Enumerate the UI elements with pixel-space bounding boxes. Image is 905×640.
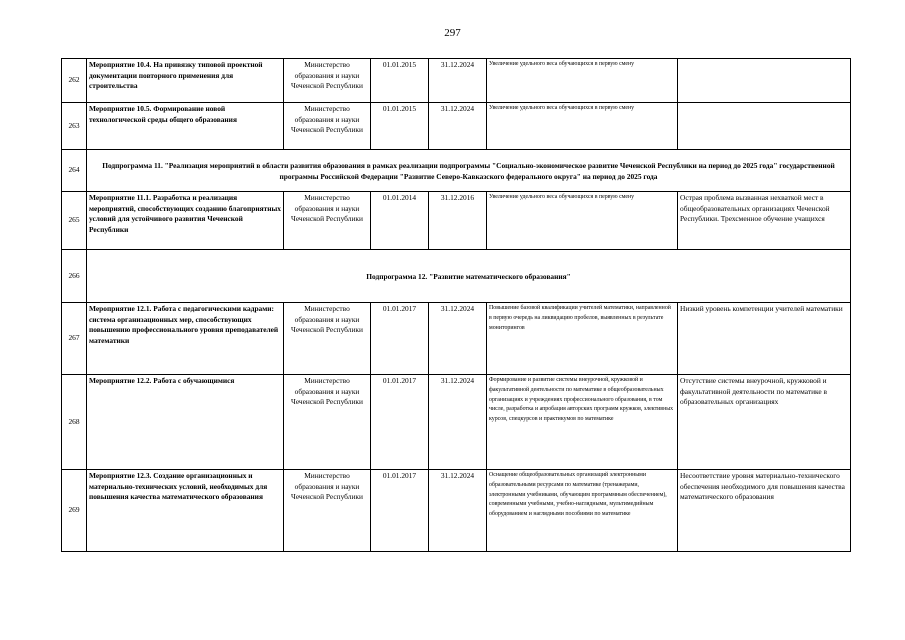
executor: Министерство образования и науки Чеченской Республики — [284, 303, 371, 375]
expected-result: Увеличение удельного веса обучающихся в первую смену — [487, 103, 678, 150]
start-date: 01.01.2017 — [371, 303, 429, 375]
problem: Отсутствие системы внеурочной, кружковой и факультативной деятельности по математике в образовательных организациях — [678, 375, 851, 470]
start-date: 01.01.2017 — [371, 375, 429, 470]
start-date: 01.01.2015 — [371, 59, 429, 103]
expected-result: Увеличение удельного веса обучающихся в первую смену — [487, 192, 678, 250]
row-number: 266 — [62, 250, 87, 303]
row-number: 269 — [62, 470, 87, 552]
subprogram-title: Подпрограмма 12. "Развитие математического образования" — [87, 250, 851, 303]
table-row — [62, 59, 851, 103]
end-date: 31.12.2024 — [429, 59, 487, 103]
expected-result: Оснащение общеобразовательных организаций электронными образовательными ресурсами по математике (тренажерами, электронными учебниками, обучающим программным обеспечением), современными учебными, учебно-наглядными, мультимедийным оборудованием и наглядными пособиями по математике — [487, 470, 678, 552]
table-row — [62, 150, 851, 192]
end-date: 31.12.2024 — [429, 103, 487, 150]
end-date: 31.12.2024 — [429, 303, 487, 375]
problem — [678, 59, 851, 103]
problem — [678, 103, 851, 150]
problem: Острая проблема вызванная нехваткой мест в общеобразовательных организациях Чеченской Республики. Трехсменное обучение учащихся — [678, 192, 851, 250]
table-row — [62, 103, 851, 150]
table-row — [62, 250, 851, 303]
measure-name: Мероприятие 12.2. Работа с обучающимися — [87, 375, 284, 470]
page-number: 297 — [444, 27, 461, 39]
expected-result: Увеличение удельного веса обучающихся в первую смену — [487, 59, 678, 103]
row-number: 268 — [62, 375, 87, 470]
end-date: 31.12.2024 — [429, 375, 487, 470]
end-date: 31.12.2024 — [429, 470, 487, 552]
measure-name: Мероприятие 10.4. На привязку типовой проектной документации повторного применения для строительства — [87, 59, 284, 103]
problem: Низкий уровень компетенции учителей математики — [678, 303, 851, 375]
measure-name: Мероприятие 11.1. Разработка и реализация мероприятий, способствующих созданию благоприятных условий для устойчивого развития Чеченской Республики — [87, 192, 284, 250]
start-date: 01.01.2015 — [371, 103, 429, 150]
table-row — [62, 470, 851, 552]
expected-result: Формирование и развитие системы внеурочной, кружковой и факультативной деятельности по математике в общеобразовательных организациях и учреждениях профессионального образования, в том числе, разработка и апробация авторских программ кружков, элективных курсов, спецкурсов и практикумов по математике — [487, 375, 678, 470]
executor: Министерство образования и науки Чеченской Республики — [284, 470, 371, 552]
table-row — [62, 303, 851, 375]
start-date: 01.01.2014 — [371, 192, 429, 250]
executor: Министерство образования и науки Чеченской Республики — [284, 103, 371, 150]
measures-table — [61, 58, 851, 552]
executor: Министерство образования и науки Чеченской Республики — [284, 59, 371, 103]
start-date: 01.01.2017 — [371, 470, 429, 552]
problem: Несоответствие уровня материально-технического обеспечения необходимого для повышения качества математического образования — [678, 470, 851, 552]
row-number: 263 — [62, 103, 87, 150]
row-number: 264 — [62, 150, 87, 192]
table-row — [62, 375, 851, 470]
subprogram-title: Подпрограмма 11. "Реализация мероприятий в области развития образования в рамках реализации подпрограммы "Социально-экономическое развитие Чеченской Республики на период до 2025 года" государственной программы Российской Федерации "Развитие Северо-Кавказского федерального округа" на период до 2025 года — [87, 150, 851, 192]
measure-name: Мероприятие 12.1. Работа с педагогическими кадрами: система организационных мер, способствующих повышению профессионального уровня преподавателей математики — [87, 303, 284, 375]
row-number: 265 — [62, 192, 87, 250]
row-number: 267 — [62, 303, 87, 375]
executor: Министерство образования и науки Чеченской Республики — [284, 192, 371, 250]
row-number: 262 — [62, 59, 87, 103]
expected-result: Повышение базовой квалификации учителей математики, направленной в первую очередь на ликвидацию пробелов, выявленных в результате мониторингов — [487, 303, 678, 375]
table-row — [62, 192, 851, 250]
executor: Министерство образования и науки Чеченской Республики — [284, 375, 371, 470]
measure-name: Мероприятие 12.3. Создание организационных и материально-технических условий, необходимых для повышения качества математического образования — [87, 470, 284, 552]
measure-name: Мероприятие 10.5. Формирование новой технологической среды общего образования — [87, 103, 284, 150]
end-date: 31.12.2016 — [429, 192, 487, 250]
